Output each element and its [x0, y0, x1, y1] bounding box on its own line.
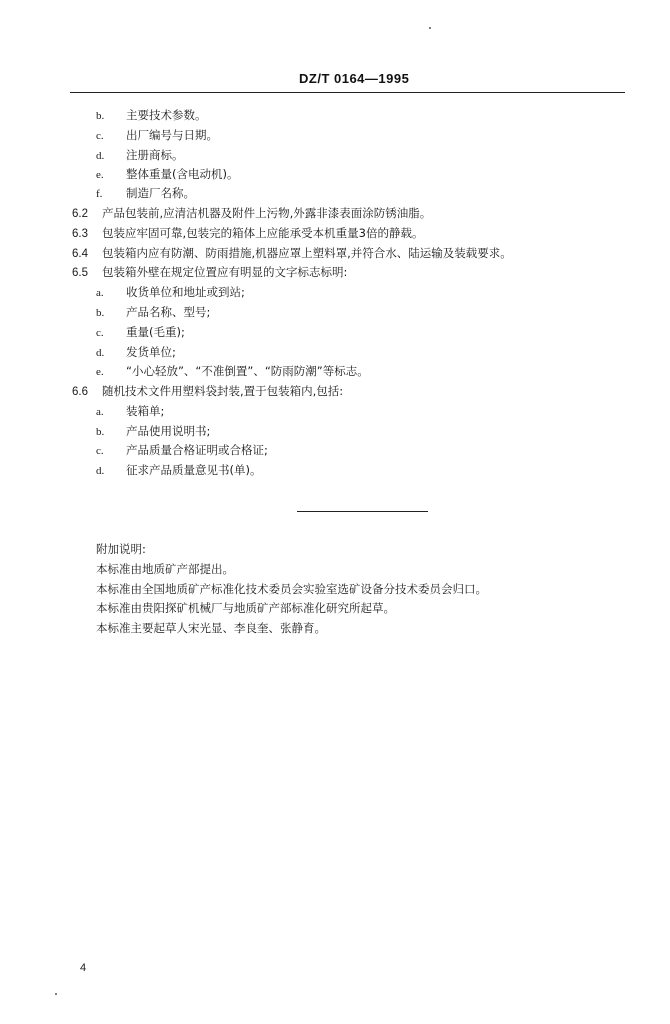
clause-number: 6.6 [72, 386, 88, 398]
list-item-text: 出厂编号与日期。 [126, 128, 218, 142]
note-line: 本标准由地质矿产部提出。 [96, 562, 234, 576]
list-item-text: 注册商标。 [126, 148, 184, 162]
page-number: 4 [80, 962, 87, 974]
scan-speck [55, 993, 57, 995]
list-marker: b. [96, 426, 105, 438]
list-item [96, 285, 245, 300]
list-marker: c. [96, 327, 104, 339]
list-item-text: 主要技术参数。 [126, 108, 207, 122]
section-divider [297, 511, 428, 512]
list-marker: c. [96, 445, 104, 457]
list-item [96, 424, 210, 439]
list-marker: d. [96, 347, 105, 359]
list-item [96, 404, 164, 419]
list-item [96, 108, 207, 123]
clause [72, 206, 431, 221]
list-marker: e. [96, 366, 104, 378]
list-item-text: 产品名称、型号; [126, 305, 211, 319]
list-item [96, 345, 176, 360]
list-item [96, 463, 261, 478]
list-item [96, 443, 268, 458]
list-item [96, 325, 185, 340]
list-item-text: 产品质量合格证明或合格证; [126, 443, 268, 457]
clause [72, 226, 423, 241]
clause-number: 6.2 [72, 208, 88, 220]
list-item-text: 收货单位和地址或到站; [126, 285, 245, 299]
list-item [96, 128, 218, 143]
list-marker: c. [96, 130, 104, 142]
list-marker: a. [96, 287, 104, 299]
list-marker: a. [96, 406, 104, 418]
clause-text: 包装箱外壁在规定位置应有明显的文字标志标明: [102, 265, 348, 279]
scan-speck [429, 27, 431, 29]
note-line: 本标准主要起草人宋光显、李良奎、张静育。 [96, 621, 326, 635]
list-item-text: 发货单位; [126, 345, 176, 359]
clause-text: 包装应牢固可靠,包装完的箱体上应能承受本机重量3倍的静载。 [102, 226, 424, 240]
header-rule [70, 92, 625, 93]
list-item-text: 制造厂名称。 [126, 186, 195, 200]
note-line: 本标准由贵阳探矿机械厂与地质矿产部标准化研究所起草。 [96, 601, 395, 615]
list-item [96, 148, 184, 163]
clause-number: 6.3 [72, 228, 88, 240]
note-line: 本标准由全国地质矿产标准化技术委员会实验室选矿设备分技术委员会归口。 [96, 582, 487, 596]
list-item [96, 305, 210, 320]
list-item-text: “小心轻放”、“不准倒置”、“防雨防潮”等标志。 [126, 364, 369, 378]
list-item-text: 征求产品质量意见书(单)。 [126, 463, 262, 477]
list-marker: e. [96, 169, 104, 181]
clause-number: 6.5 [72, 267, 88, 279]
list-marker: f. [96, 188, 103, 200]
list-marker: b. [96, 110, 105, 122]
list-item [96, 167, 238, 182]
list-item [96, 186, 195, 201]
clause [72, 246, 512, 261]
clause-text: 包装箱内应有防潮、防雨措施,机器应罩上塑料罩,并符合水、陆运输及装载要求。 [102, 246, 512, 260]
list-item-text: 产品使用说明书; [126, 424, 211, 438]
clause [72, 265, 347, 280]
clause-text: 产品包装前,应清洁机器及附件上污物,外露非漆表面涂防锈油脂。 [102, 206, 432, 220]
list-item [96, 364, 369, 379]
clause-text: 随机技术文件用塑料袋封装,置于包装箱内,包括: [102, 384, 344, 398]
list-marker: d. [96, 465, 105, 477]
clause [72, 384, 343, 399]
clause-number: 6.4 [72, 248, 88, 260]
standard-code: DZ/T 0164—1995 [299, 71, 410, 86]
notes-heading: 附加说明: [96, 542, 146, 556]
list-item-text: 整体重量(含电动机)。 [126, 167, 239, 181]
list-marker: b. [96, 307, 105, 319]
list-marker: d. [96, 150, 105, 162]
list-item-text: 重量(毛重); [126, 325, 185, 339]
list-item-text: 装箱单; [126, 404, 165, 418]
